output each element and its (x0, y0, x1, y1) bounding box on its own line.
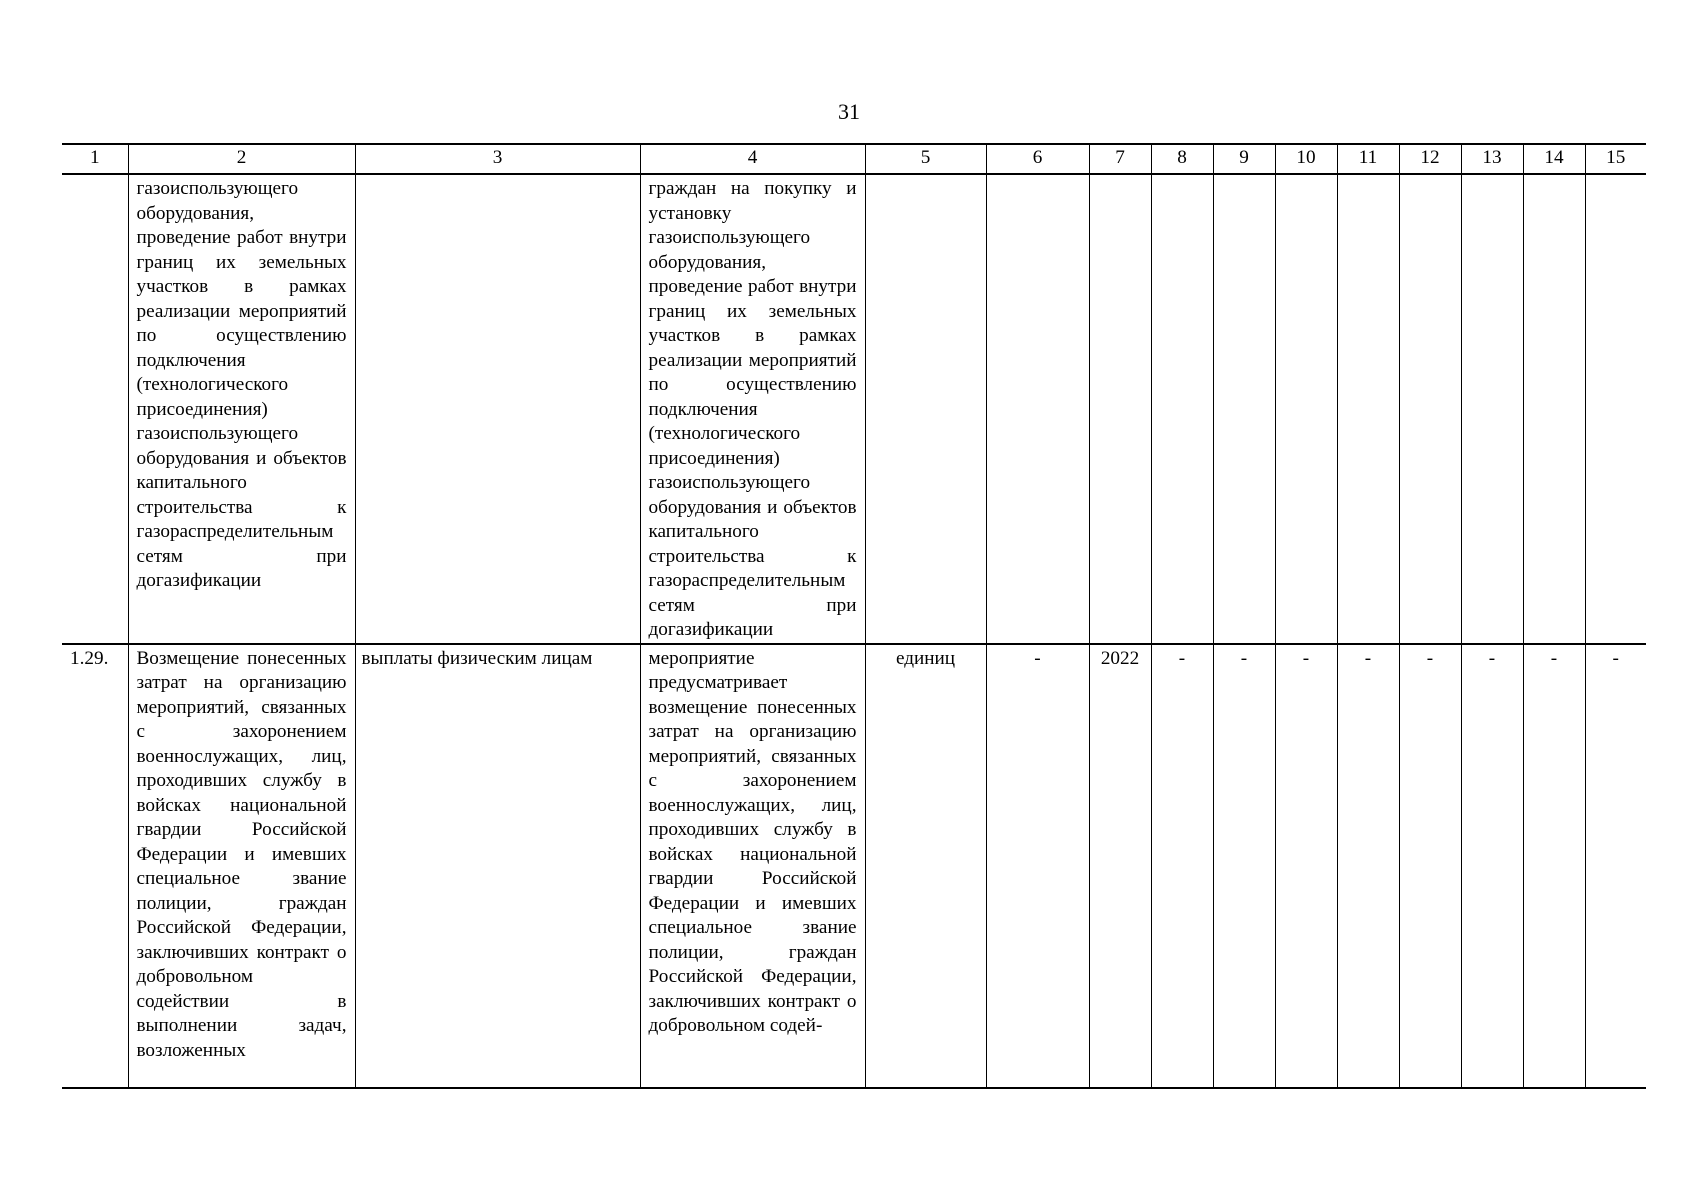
column-header-12: 12 (1399, 144, 1461, 174)
column-header-2: 2 (128, 144, 355, 174)
column-header-4: 4 (640, 144, 865, 174)
cell-unit: единиц (865, 644, 986, 1088)
cell-col-11: - (1337, 644, 1399, 1088)
column-header-7: 7 (1089, 144, 1151, 174)
cell-col-12 (1399, 174, 1461, 644)
table-row (62, 644, 1646, 1088)
cell-col-12: - (1399, 644, 1461, 1088)
cell-col-14 (1523, 174, 1585, 644)
cell-number (62, 174, 128, 644)
cell-measure-type (355, 174, 640, 644)
column-header-8: 8 (1151, 144, 1213, 174)
column-header-3: 3 (355, 144, 640, 174)
cell-measure-description: мероприятие предусматривает возмещение понесенных затрат на организацию мероприятий, связанных с захоронением военнослужащих, лиц, проходивших службу в войсках национальной гвардии Российской Федерации и имевших специальное звание полиции, граждан Российской Федерации, заключивших контракт о добровольном содей- (640, 644, 865, 1088)
cell-col-11 (1337, 174, 1399, 644)
column-header-14: 14 (1523, 144, 1585, 174)
cell-col-6: - (986, 644, 1089, 1088)
column-header-11: 11 (1337, 144, 1399, 174)
cell-col-15 (1585, 174, 1646, 644)
column-header-1: 1 (62, 144, 128, 174)
cell-col-9: - (1213, 644, 1275, 1088)
cell-col-13 (1461, 174, 1523, 644)
cell-col-9 (1213, 174, 1275, 644)
cell-col-8 (1151, 174, 1213, 644)
program-measures-table (62, 143, 1646, 1089)
cell-col-10: - (1275, 644, 1337, 1088)
cell-col-7: 2022 (1089, 644, 1151, 1088)
column-header-5: 5 (865, 144, 986, 174)
column-header-10: 10 (1275, 144, 1337, 174)
cell-col-6 (986, 174, 1089, 644)
column-header-9: 9 (1213, 144, 1275, 174)
cell-col-13: - (1461, 644, 1523, 1088)
cell-col-14: - (1523, 644, 1585, 1088)
column-header-13: 13 (1461, 144, 1523, 174)
cell-col-15: - (1585, 644, 1646, 1088)
cell-measure-name: газоиспользующего оборудования, проведение работ внутри границ их земельных участков в рамках реализации мероприятий по осуществлению подключения (технологического присоединения) газоиспользующего оборудования и объектов капитального строительства к газораспределительным сетям при догазификации (128, 174, 355, 644)
cell-measure-type: выплаты физическим лицам (355, 644, 640, 1088)
cell-measure-description: граждан на покупку и установку газоиспользующего оборудования, проведение работ внутри границ их земельных участков в рамках реализации мероприятий по осуществлению подключения (технологического присоединения) газоиспользующего оборудования и объектов капитального строительства к газораспределительным сетям при догазификации (640, 174, 865, 644)
column-header-6: 6 (986, 144, 1089, 174)
cell-number: 1.29. (62, 644, 128, 1088)
cell-unit (865, 174, 986, 644)
cell-col-7 (1089, 174, 1151, 644)
table-row (62, 174, 1646, 644)
table-header-row (62, 144, 1646, 174)
column-header-15: 15 (1585, 144, 1646, 174)
cell-col-8: - (1151, 644, 1213, 1088)
page-number: 31 (838, 99, 860, 124)
cell-measure-name: Возмещение понесенных затрат на организацию мероприятий, связанных с захоронением военнослужащих, лиц, проходивших службу в войсках национальной гвардии Российской Федерации и имевших специальное звание полиции, граждан Российской Федерации, заключивших контракт о добровольном содействии в выполнении задач, возложенных (128, 644, 355, 1088)
cell-col-10 (1275, 174, 1337, 644)
